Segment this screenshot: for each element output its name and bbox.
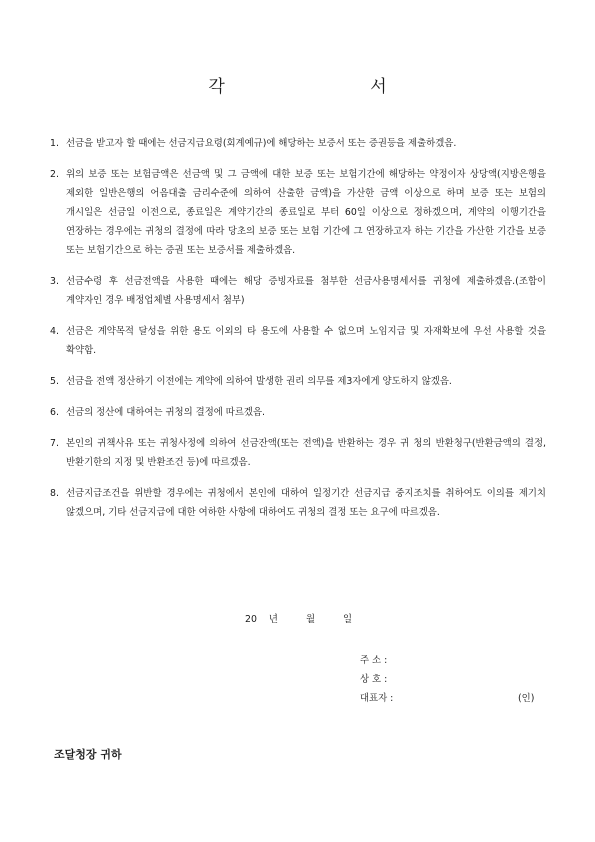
representative-field (360, 690, 396, 704)
pledge-item (50, 134, 546, 153)
pledge-item-number: 7. (50, 438, 59, 449)
pledge-item-number: 1. (50, 138, 59, 149)
pledge-item-number: 6. (50, 407, 59, 418)
pledge-item-number: 3. (50, 276, 59, 287)
pledge-item (50, 165, 546, 260)
pledge-item-text: 선금지급조건을 위반할 경우에는 귀청에서 본인에 대하여 일정기간 선금지급 중지조치를 취하여도 이의를 제기치 않겠으며, 기타 선금지급에 대한 여하한 사항에 대하여도 귀청의 결정 또는 요구에 따르겠음. (66, 488, 546, 518)
pledge-item-number: 4. (50, 326, 59, 337)
addressee: 조달청장 귀하 (54, 748, 122, 761)
pledge-item-text: 위의 보증 또는 보험금액은 선금액 및 그 금액에 대한 보증 또는 보험기간에 해당하는 약정이자 상당액(지방은행을 제외한 일반은행의 어음대출 금리수준에 의하여 산출한 금액)을 가산한 금액 이상으로 하며 보증 또는 보험의 개시일은 선금일 이전으로, 종료일은 계약기간의 종료일로 부터 60일 이상으로 정하겠으며, 계약의 이행기간을 연장하는 경우에는 귀청의 결정에 따라 당초의 보증 또는 보험 기간에 그 연장하고자 하는 기간을 가산한 기간을 보증 또는 보험기간으로 하는 증권 또는 보증서를 제출하겠음. (66, 169, 546, 256)
pledge-item-text: 본인의 귀책사유 또는 귀청사정에 의하여 선금잔액(또는 전액)을 반환하는 경우 귀 청의 반환청구(반환금액의 결정, 반환기한의 지정 및 반환조건 등)에 따르겠음. (66, 438, 546, 468)
pledge-item (50, 403, 546, 422)
pledge-item (50, 372, 546, 391)
pledge-item-number: 5. (50, 376, 59, 387)
pledge-item-text: 선금을 전액 정산하기 이전에는 계약에 의하여 발생한 권리 의무를 제3자에게 양도하지 않겠음. (66, 376, 452, 387)
company-field (360, 671, 396, 685)
address-label: 주 소 : (360, 655, 388, 666)
pledge-item (50, 434, 546, 472)
pledge-item-number: 2. (50, 169, 59, 180)
date-month-unit: 월 (305, 614, 315, 625)
pledge-item-text: 선금수령 후 선금전액을 사용한 때에는 해당 증빙자료를 첨부한 선금사용명세서를 귀청에 제출하겠음.(조합이 계약자인 경우 배정업체별 사용명세서 첨부) (66, 276, 546, 306)
pledge-item-text: 선금은 계약목적 달성을 위한 용도 이외의 타 용도에 사용할 수 없으며 노임지급 및 자재확보에 우선 사용할 것을 확약함. (66, 326, 546, 356)
pledge-item (50, 322, 546, 360)
date-line (245, 611, 352, 625)
seal-mark: (인) (518, 693, 535, 704)
pledge-item-number: 8. (50, 488, 59, 499)
pledge-item (50, 272, 546, 310)
representative-label: 대표자 : (360, 693, 394, 704)
pledge-item-text: 선금의 정산에 대하여는 귀청의 결정에 따르겠음. (66, 407, 266, 418)
date-year: 20 (245, 614, 257, 625)
document-title: 각 서 (208, 77, 457, 97)
address-field (360, 652, 396, 666)
company-label: 상 호 : (360, 674, 388, 685)
pledge-item (50, 484, 546, 522)
date-day-unit: 일 (342, 614, 353, 625)
pledge-list (50, 134, 546, 534)
pledge-item-text: 선금을 받고자 할 때에는 선금지급요령(회계예규)에 해당하는 보증서 또는 증권등을 제출하겠음. (66, 138, 457, 149)
date-year-unit: 년 (268, 614, 278, 625)
